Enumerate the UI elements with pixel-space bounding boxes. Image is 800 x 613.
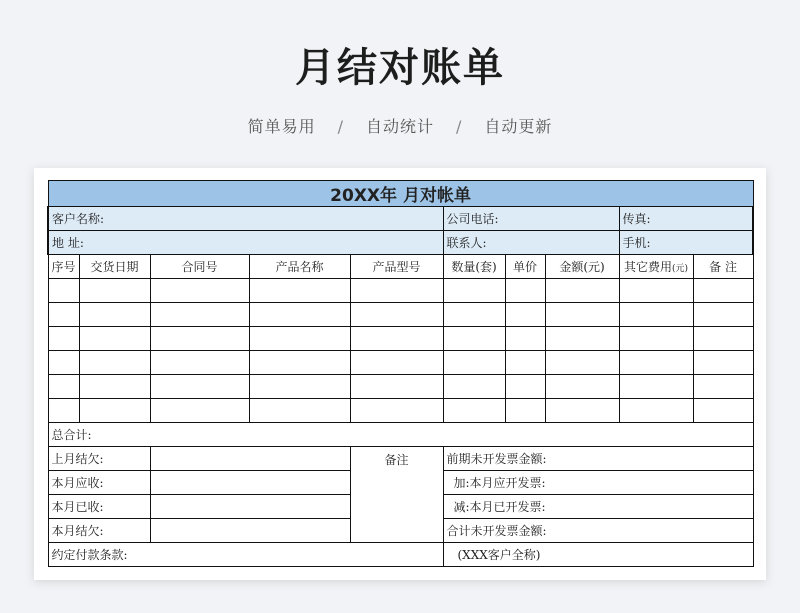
add-invoice-label: 加:本月应开发票: <box>443 471 753 495</box>
tag-auto-update: 自动更新 <box>484 117 553 136</box>
tag-easy: 简单易用 <box>247 117 316 136</box>
summary-remark-label: 备注 <box>350 447 443 543</box>
spreadsheet-preview <box>34 168 766 580</box>
col-header-other-fees <box>619 255 693 279</box>
last-month-owed-label: 上月结欠: <box>48 447 150 471</box>
company-phone-label: 公司电话: <box>443 207 619 231</box>
tag-separator: / <box>337 117 344 136</box>
col-header-contract-no: 合同号 <box>150 255 249 279</box>
col-header-quantity: 数量(套) <box>443 255 505 279</box>
tag-separator: / <box>456 117 463 136</box>
tagline <box>0 114 800 137</box>
contact-label: 联系人: <box>443 231 619 255</box>
last-month-owed-value[interactable] <box>150 447 350 471</box>
table-row <box>48 279 753 303</box>
payment-terms-label: 约定付款条款: <box>48 543 443 567</box>
table-row <box>48 303 753 327</box>
prev-uninvoiced-label: 前期未开发票金额: <box>443 447 753 471</box>
table-row <box>48 375 753 399</box>
other-fees-label: 其它费用 <box>623 260 672 274</box>
this-month-receivable-value[interactable] <box>150 471 350 495</box>
table-row <box>48 399 753 423</box>
sheet-title: 20XX年 月对帐单 <box>48 181 753 207</box>
col-header-amount: 金额(元) <box>545 255 619 279</box>
col-header-unit-price: 单价 <box>505 255 545 279</box>
col-header-remarks: 备 注 <box>693 255 753 279</box>
column-header-row <box>48 255 753 279</box>
this-month-owed-value[interactable] <box>150 519 350 543</box>
this-month-received-label: 本月已收: <box>48 495 150 519</box>
other-fees-unit: (元) <box>671 264 689 274</box>
customer-name-label: 客户名称: <box>48 207 443 231</box>
statement-table <box>47 180 754 567</box>
this-month-received-value[interactable] <box>150 495 350 519</box>
minus-invoiced-label: 减:本月已开发票: <box>443 495 753 519</box>
col-header-product-model: 产品型号 <box>350 255 443 279</box>
fax-label: 传真: <box>619 207 753 231</box>
address-label: 地 址: <box>48 231 443 255</box>
col-header-product-name: 产品名称 <box>249 255 350 279</box>
col-header-no: 序号 <box>48 255 79 279</box>
this-month-owed-label: 本月结欠: <box>48 519 150 543</box>
table-row <box>48 351 753 375</box>
page-title: 月结对账单 <box>295 45 505 91</box>
table-row <box>48 327 753 351</box>
total-uninvoiced-label: 合计未开发票金额: <box>443 519 753 543</box>
col-header-delivery-date: 交货日期 <box>79 255 150 279</box>
grand-total-label: 总合计: <box>48 423 753 447</box>
this-month-receivable-label: 本月应收: <box>48 471 150 495</box>
mobile-label: 手机: <box>619 231 753 255</box>
customer-fullname-placeholder: (XXX客户全称) <box>443 543 753 567</box>
tag-auto-stats: 自动统计 <box>365 117 434 136</box>
